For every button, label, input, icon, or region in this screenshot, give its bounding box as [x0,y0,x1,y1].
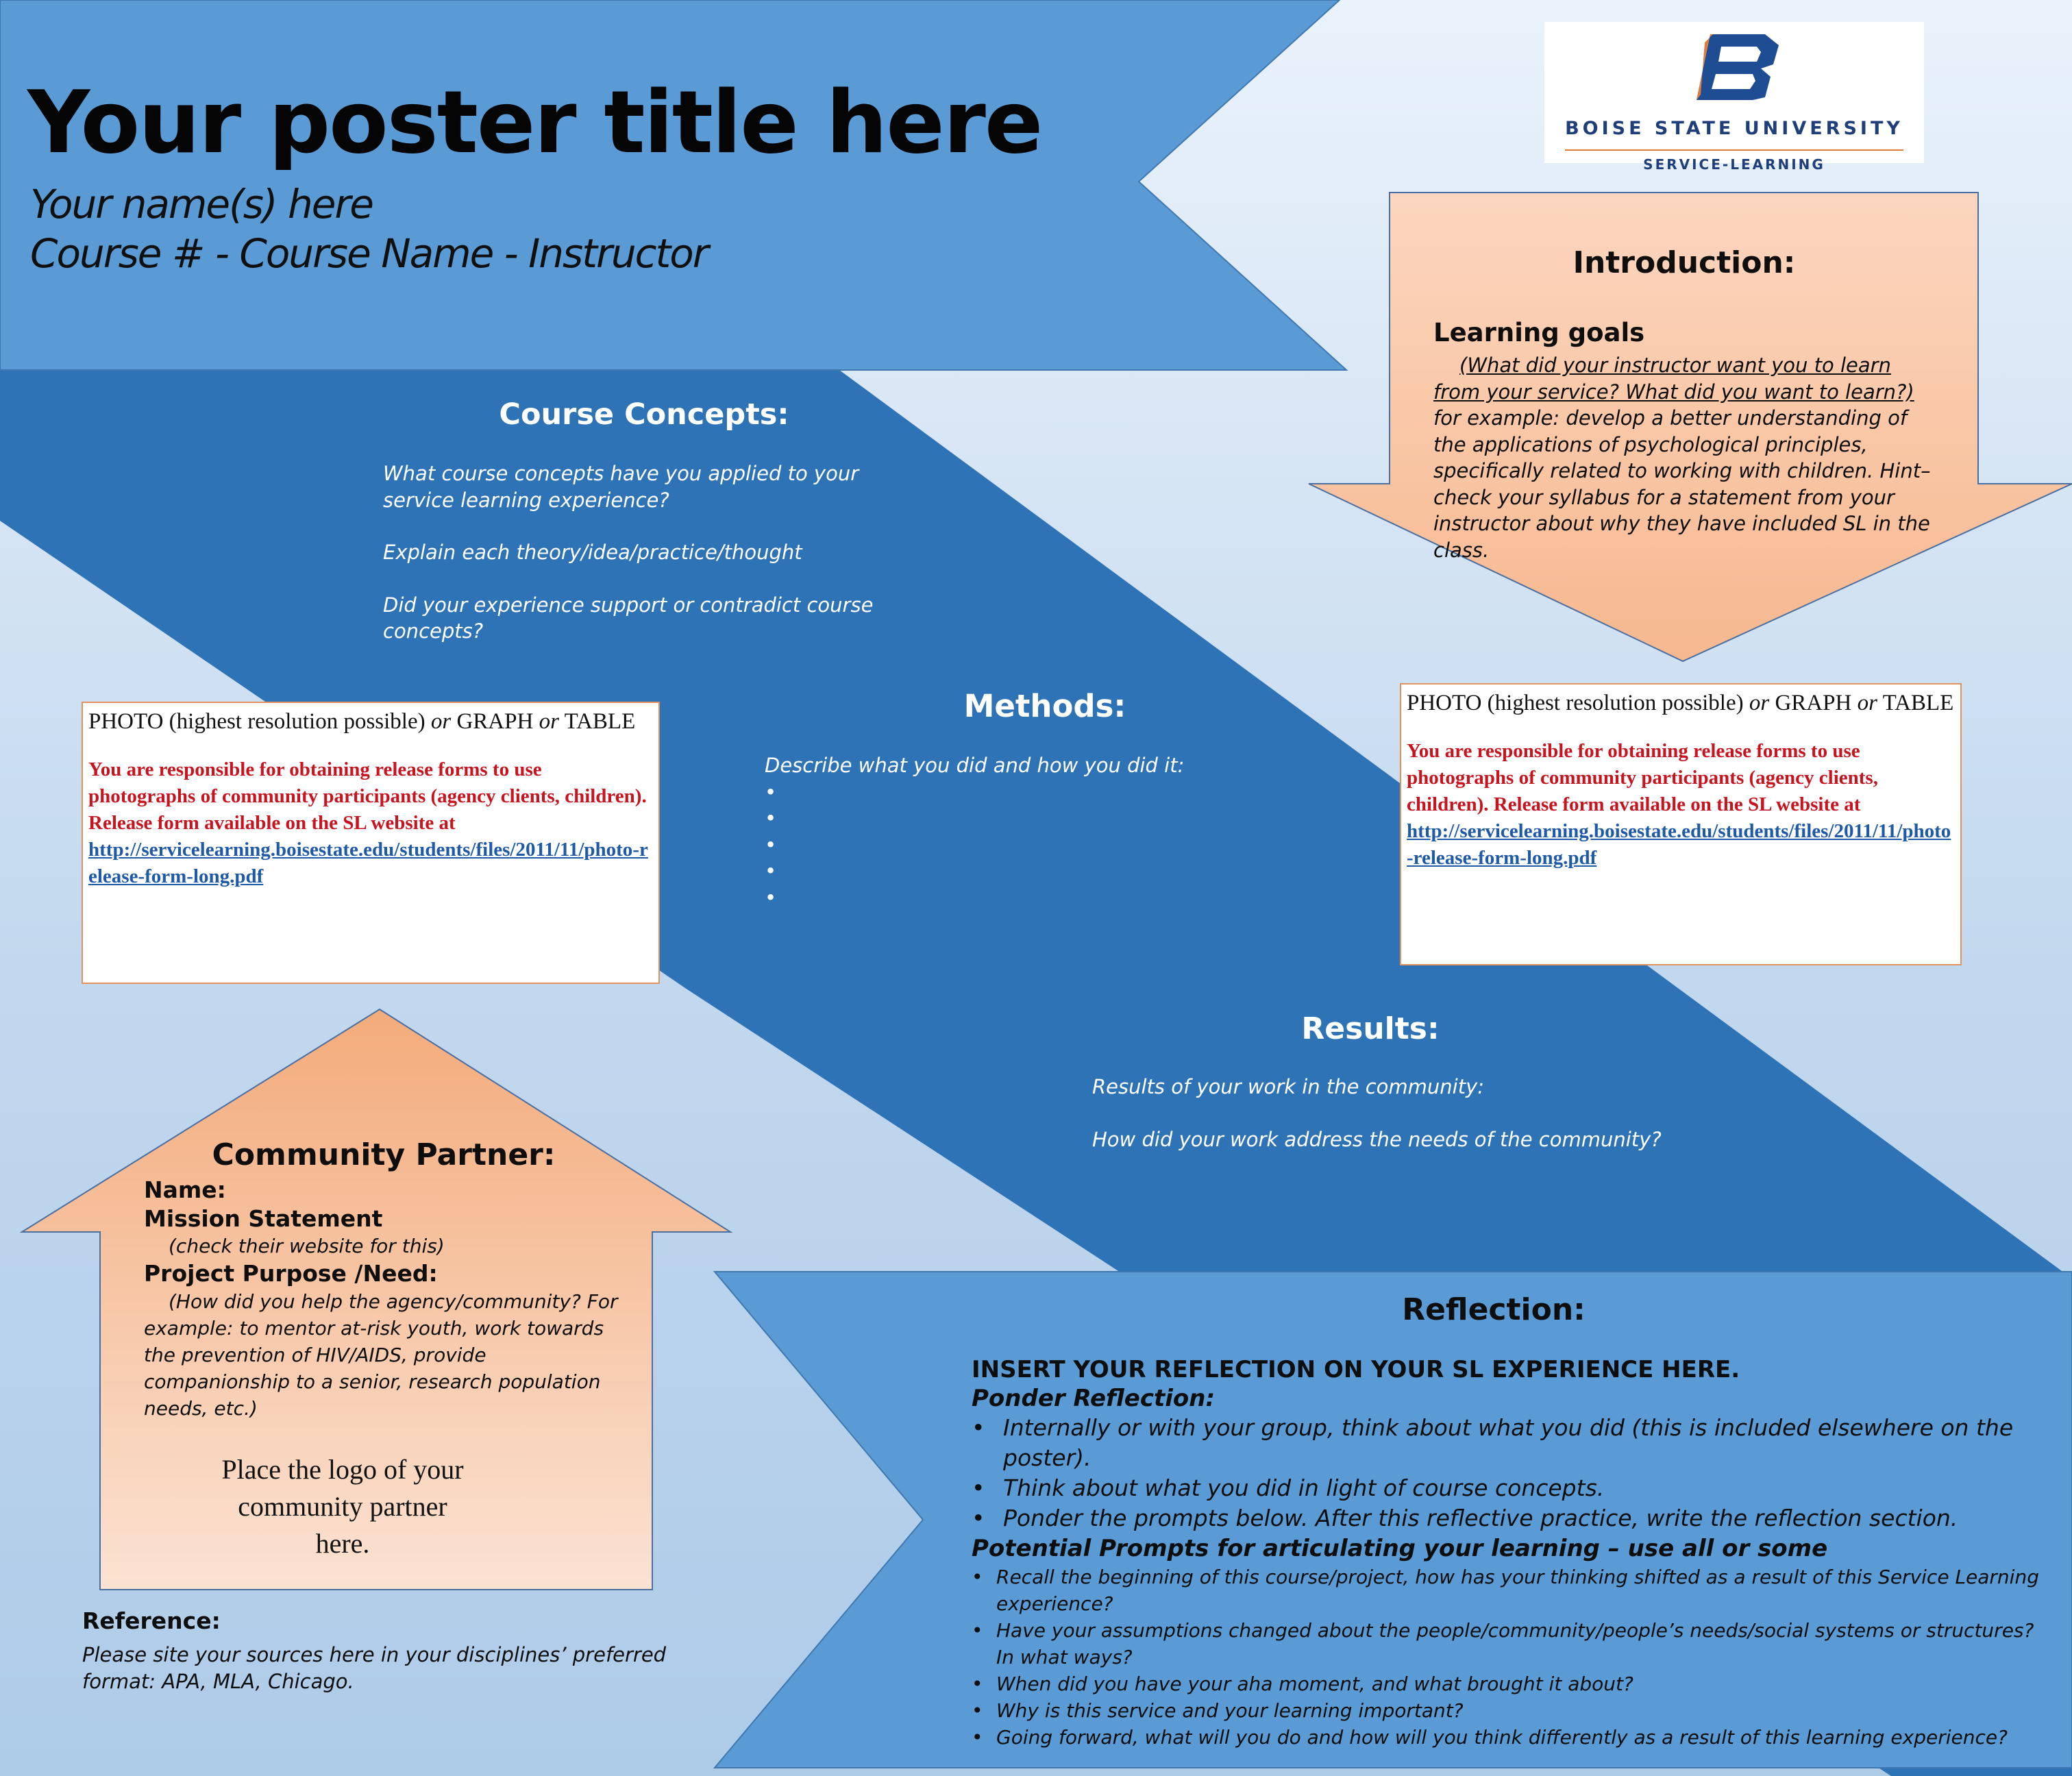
photo-title-text: PHOTO (highest resolution possible) [88,709,431,734]
results-body [1092,1074,1709,1152]
list-item [765,885,1244,911]
b-logo-icon [1694,32,1781,103]
list-item: • Have your assumptions changed about the people/community/people’s needs/social systems or structures? In what ways? [972,1617,2040,1670]
list-item: • Think about what you did in light of course concepts. [972,1473,2040,1503]
learning-goals-body: for example: develop a better understanding of the applications of psychological principles, specifically related to working with children. Hint– check your syllabus for a statement from your instructor about why they have included SL in the class. [1433,406,1931,562]
photo-or-text: or [430,709,452,734]
ponder-reflection-label: Ponder Reflection: [972,1385,1216,1412]
photo-title-text: PHOTO (highest resolution possible) [1407,691,1749,715]
photo-release-link-left[interactable]: http://servicelearning.boisestate.edu/students/files/2011/11/photo-release-form-long.pdf [88,839,648,887]
photo-graph-text: GRAPH [451,709,539,734]
methods-heading: Methods: [963,688,1126,724]
photo-or-text: or [1857,691,1877,715]
partner-logo-placeholder: Place the logo of your community partner here. [221,1454,464,1559]
course-concepts-p3: Did your experience support or contradict course concepts? [383,593,874,643]
list-item: • Ponder the prompts below. After this reflective practice, write the reflection section. [972,1503,2040,1533]
list-item [765,779,1244,806]
results-p1: Results of your work in the community: [1092,1075,1484,1098]
author-names: Your name(s) here [30,181,373,227]
list-item [765,805,1244,832]
photo-graph-text: GRAPH [1769,691,1858,715]
photo-table-text: TABLE [1877,691,1954,715]
list-item: • Recall the beginning of this course/project, how has your thinking shifted as a result of this Service Learning experience? [972,1564,2040,1617]
reflection-insert: INSERT YOUR REFLECTION ON YOUR SL EXPERIENCE HERE. [972,1356,1740,1383]
learning-goals-heading: Learning goals [1433,318,1645,347]
photo-or-text: or [539,709,559,734]
prompts-list [972,1564,2040,1751]
partner-name-label: Name: [144,1176,226,1203]
community-partner-body [144,1176,624,1422]
department-name: SERVICE-LEARNING [1643,156,1825,173]
list-item [765,858,1244,885]
mission-statement-label: Mission Statement [144,1205,383,1232]
reference-heading: Reference: [82,1607,221,1634]
ponder-list [972,1413,2040,1533]
mission-statement-hint: (check their website for this) [169,1235,445,1257]
results-p2: How did your work address the needs of the community? [1092,1127,1662,1151]
photo-title-right [1407,689,1955,717]
logo-divider [1565,149,1903,151]
methods-intro: Describe what you did and how you did it: [765,754,1185,777]
course-concepts-p1: What course concepts have you applied to your service learning experience? [383,462,859,512]
list-item: • Going forward, what will you do and how will you think differently as a result of this learning experience? [972,1724,2040,1751]
course-concepts-heading: Course Concepts: [499,397,789,432]
reference-body: Please site your sources here in your disciplines’ preferred format: APA, MLA, Chicago. [82,1643,667,1693]
photo-table-text: TABLE [558,709,636,734]
list-item: • Why is this service and your learning important? [972,1697,2040,1724]
poster-title: Your poster title here [27,72,1042,173]
community-partner-heading: Community Partner: [212,1137,556,1172]
university-name: BOISE STATE UNIVERSITY [1565,118,1903,139]
reflection-body [972,1355,2040,1751]
project-purpose-hint: (How did you help the agency/community? For example: to mentor at-risk youth, work towards the prevention of HIV/AIDS, provide companionship to a senior, research population needs, etc.) [144,1290,618,1420]
reflection-heading: Reflection: [1402,1292,1586,1327]
introduction-heading: Introduction: [1572,245,1796,280]
potential-prompts-label: Potential Prompts for articulating your learning – use all or some [972,1535,1828,1562]
list-item [765,832,1244,859]
photo-release-link-right[interactable]: http://servicelearning.boisestate.edu/students/files/2011/11/photo-release-form-long.pdf [1407,820,1951,869]
list-item: • Internally or with your group, think about what you did (this is included elsewhere on the poster). [972,1413,2040,1473]
course-concepts-p2: Explain each theory/idea/practice/thought [383,541,802,564]
photo-placeholder-right [1400,683,1962,965]
photo-or-text: or [1749,691,1770,715]
photo-release-warning-left: You are responsible for obtaining release forms to use photographs of community participants (agency clients, children). Release form available on the SL website at [88,758,647,834]
methods-body [765,752,1244,911]
methods-bullets [765,779,1244,911]
project-purpose-label: Project Purpose /Need: [144,1260,438,1287]
photo-release-warning-right: You are responsible for obtaining release forms to use photographs of community participants (agency clients, children). Release form available on the SL website at [1407,740,1878,815]
photo-title-left [88,707,653,736]
author-block [30,180,708,278]
photo-placeholder-left [82,702,660,984]
learning-goals-question: (What did your instructor want you to learn from your service? What did you want to learn?) [1433,354,1914,404]
university-logo [1544,22,1924,173]
course-concepts-body [383,460,924,645]
learning-goals-text [1433,352,1935,563]
results-heading: Results: [1301,1011,1440,1046]
course-info: Course # - Course Name - Instructor [30,230,708,277]
list-item: • When did you have your aha moment, and what brought it about? [972,1670,2040,1697]
